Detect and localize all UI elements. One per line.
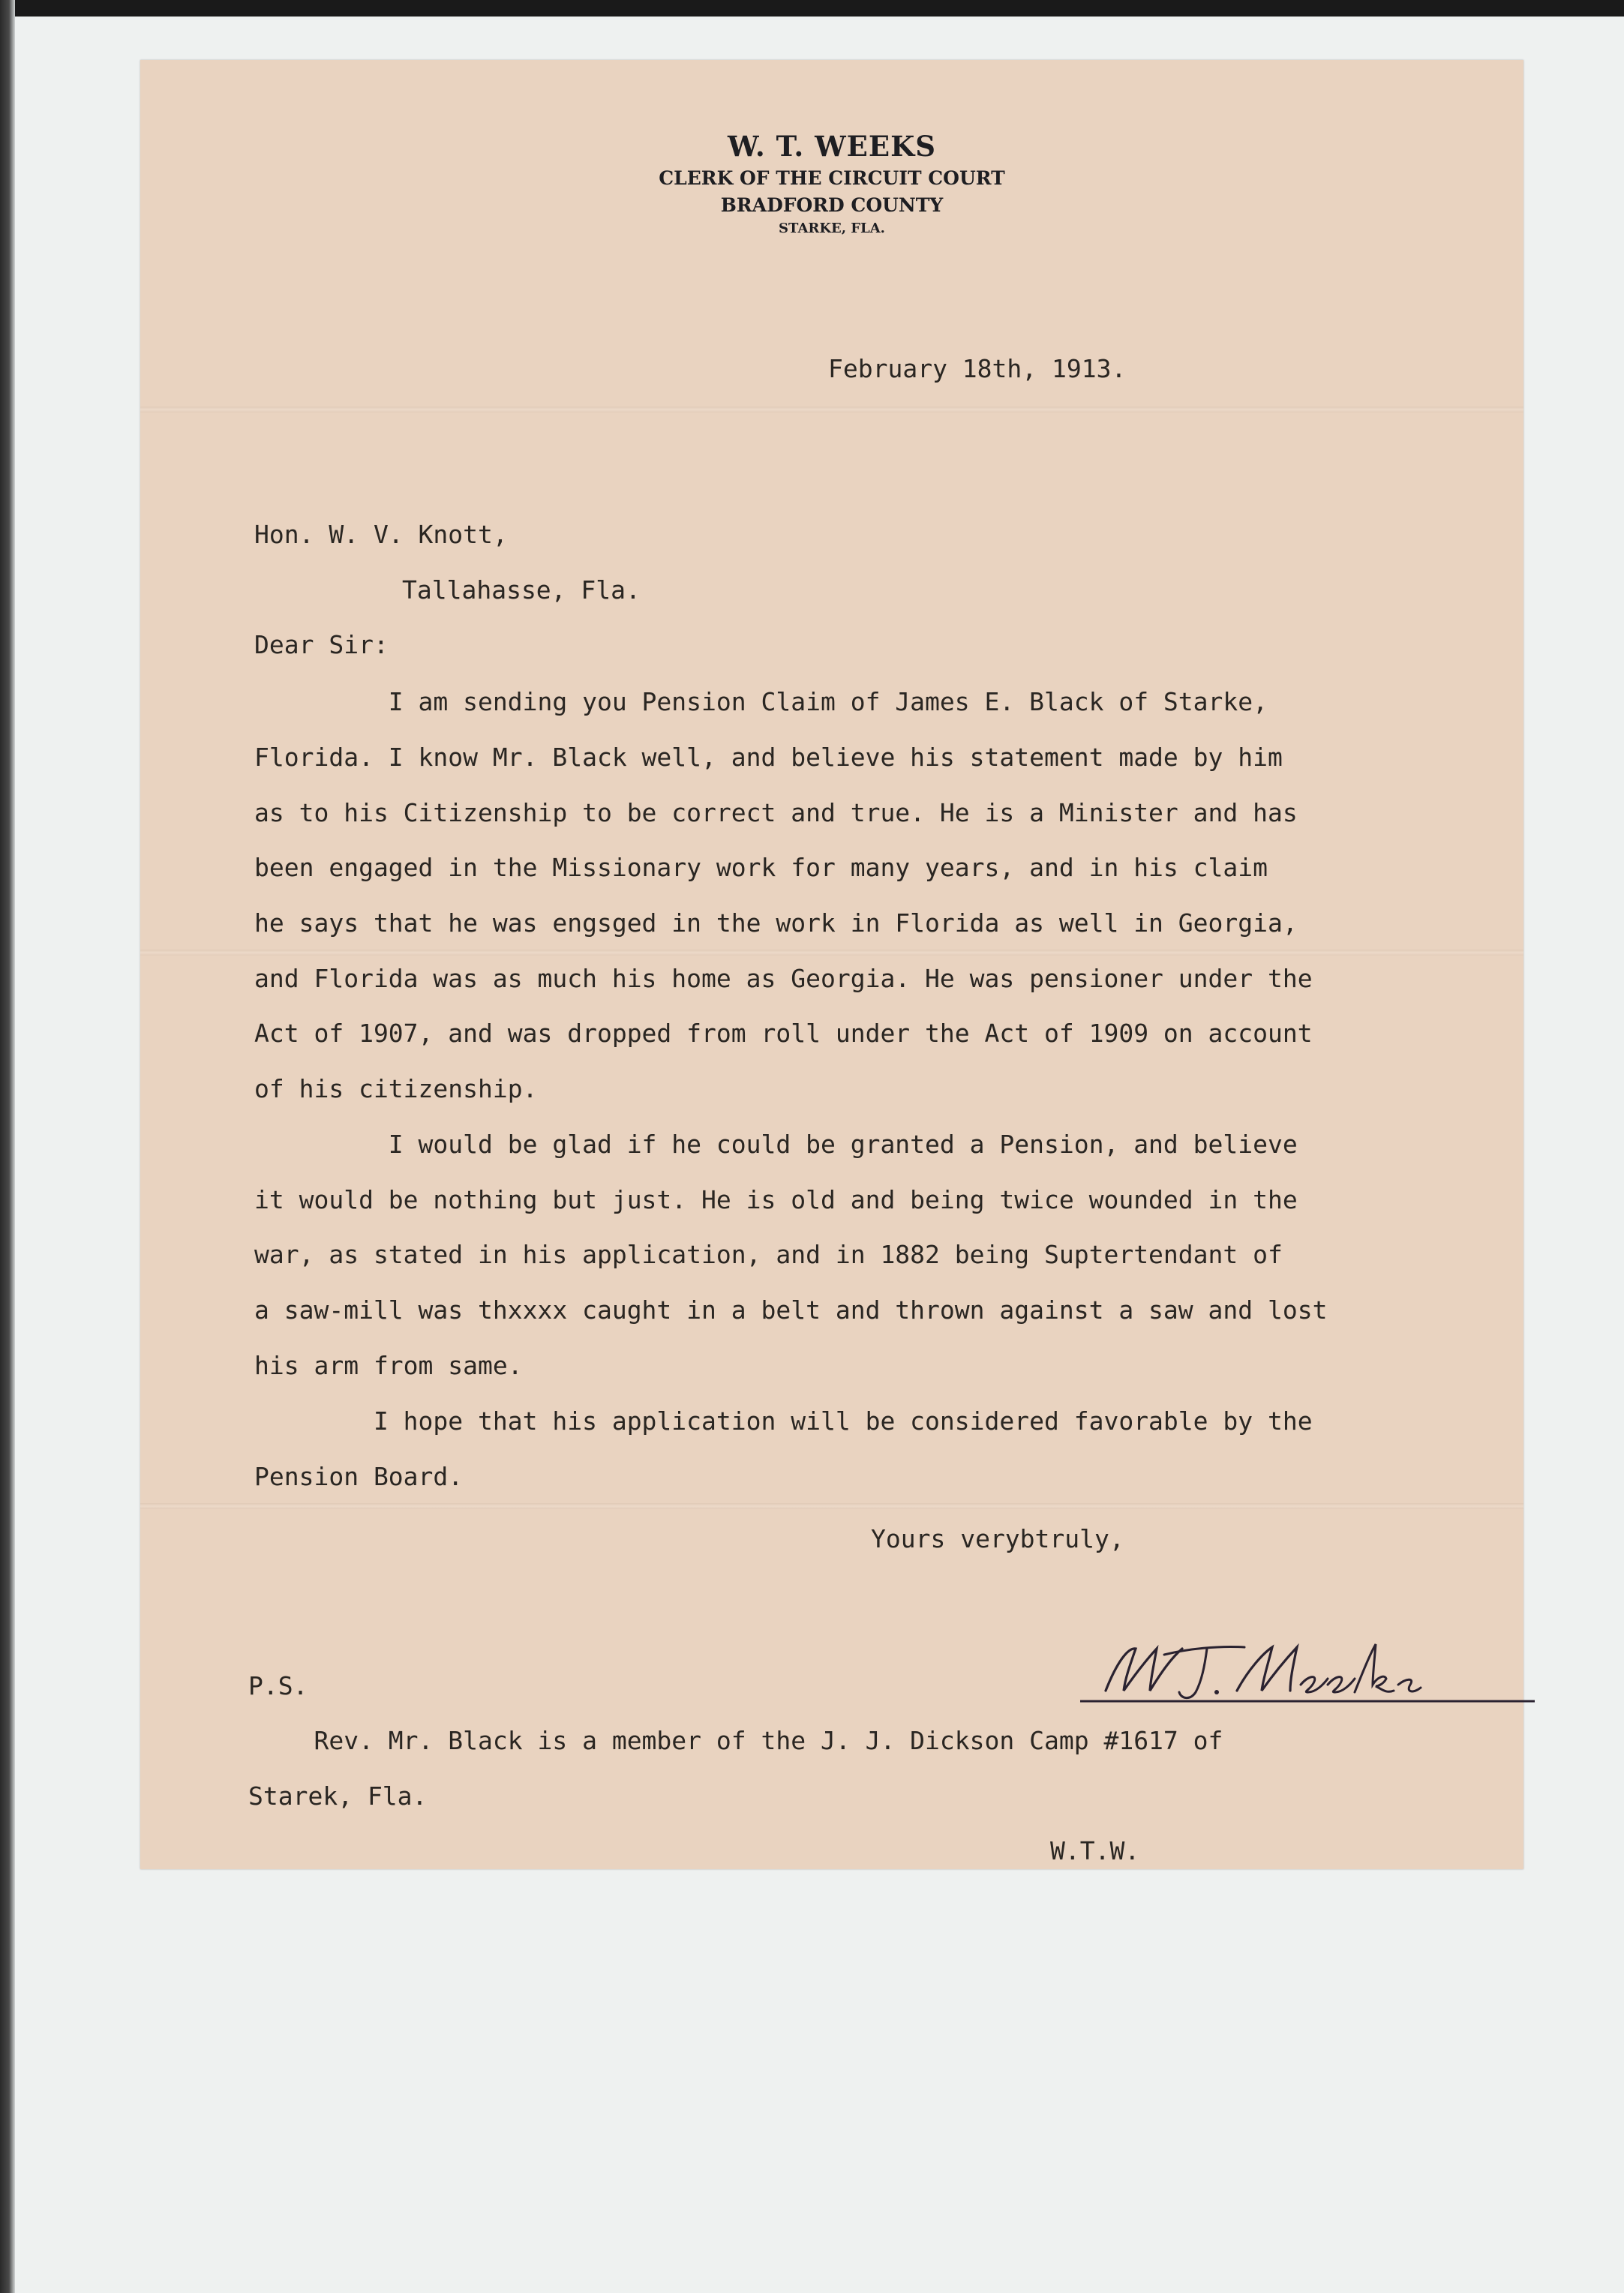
letterhead-title: CLERK OF THE CIRCUIT COURT xyxy=(659,167,1005,189)
scanner-top-edge xyxy=(0,0,1624,17)
postscript-label: P.S. xyxy=(248,1671,308,1700)
body-line: and Florida was as much his home as Georgia. He was pensioner under the xyxy=(254,964,1313,993)
recipient-city: Tallahasse, Fla. xyxy=(402,575,641,605)
body-line: it would be nothing but just. He is old and being twice wounded in the xyxy=(254,1185,1298,1214)
closing: Yours verybtruly, xyxy=(871,1524,1124,1553)
letterhead-name: W. T. WEEKS xyxy=(728,130,936,163)
body-line: Pension Board. xyxy=(254,1462,464,1491)
body-line: been engaged in the Missionary work for many years, and in his claim xyxy=(254,853,1268,882)
letter-date: February 18th, 1913. xyxy=(828,354,1127,383)
body-line: as to his Citizenship to be correct and true. He is a Minister and has xyxy=(254,798,1298,827)
postscript-line: Starek, Fla. xyxy=(248,1781,428,1811)
body-line: I am sending you Pension Claim of James E. Black of Starke, xyxy=(254,687,1268,716)
body-line: a saw-mill was thxxxx caught in a belt and thrown against a saw and lost xyxy=(254,1295,1328,1325)
body-line: of his citizenship. xyxy=(254,1074,538,1103)
signature xyxy=(1076,1632,1541,1707)
letter-page xyxy=(140,60,1523,1869)
paper-fold xyxy=(140,950,1523,956)
salutation: Dear Sir: xyxy=(254,630,389,659)
postscript-line: Rev. Mr. Black is a member of the J. J. Dickson Camp #1617 of xyxy=(254,1726,1223,1755)
body-line: Act of 1907, and was dropped from roll under the Act of 1909 on account xyxy=(254,1019,1313,1048)
recipient-name: Hon. W. V. Knott, xyxy=(254,520,508,549)
body-line: I hope that his application will be considered favorable by the xyxy=(254,1406,1313,1436)
paper-fold xyxy=(140,407,1523,413)
body-line: war, as stated in his application, and in 1882 being Suptertendant of xyxy=(254,1240,1283,1269)
body-line: Florida. I know Mr. Black well, and believe his statement made by him xyxy=(254,743,1283,772)
scanner-left-edge xyxy=(0,0,15,2293)
body-line: I would be glad if he could be granted a Pension, and believe xyxy=(254,1130,1298,1159)
letterhead-county: BRADFORD COUNTY xyxy=(720,194,944,216)
postscript-initials: W.T.W. xyxy=(1050,1836,1140,1865)
body-line: his arm from same. xyxy=(254,1351,523,1380)
paper-fold xyxy=(140,1503,1523,1509)
letterhead-city: STARKE, FLA. xyxy=(779,221,885,236)
body-line: he says that he was engsged in the work in Florida as well in Georgia, xyxy=(254,908,1298,938)
